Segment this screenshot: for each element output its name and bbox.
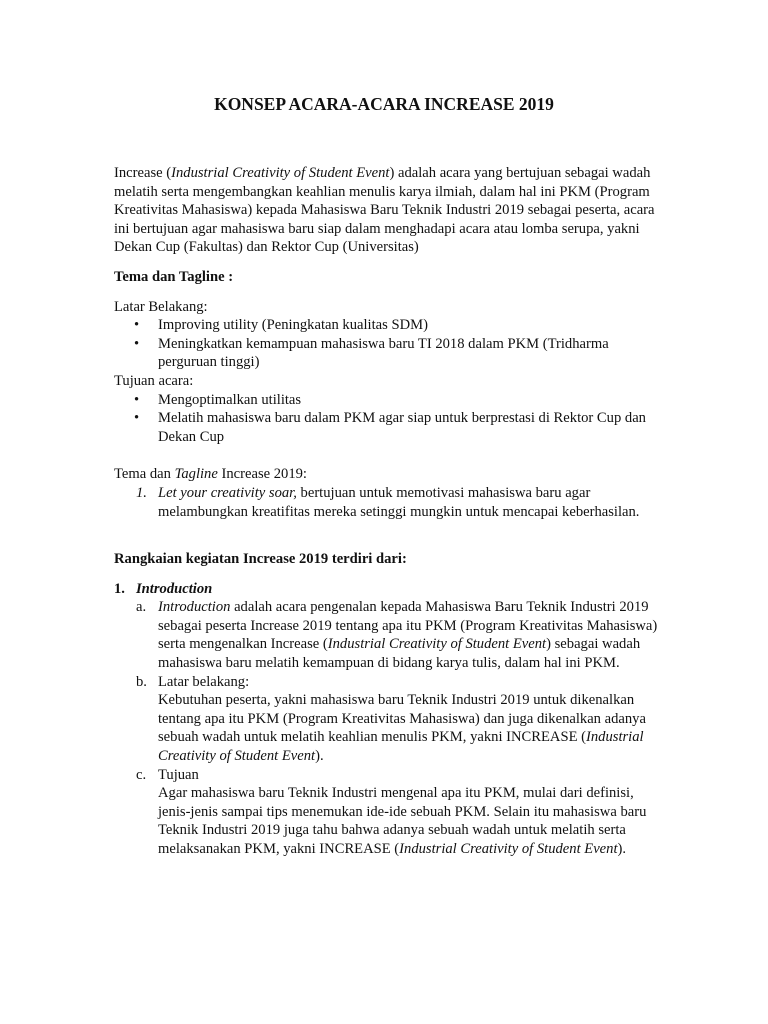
tagline-list [114, 484, 669, 521]
list-item [114, 484, 669, 521]
item-a-text: adalah acara pengenalan kepada Mahasiswa Baru Teknik Industri 2019 sebagai peserta Increase 2019 tentang apa itu PKM (Program Kreativitas Mahasiswa) serta mengenalkan Increase ( [158, 599, 658, 653]
item-a-italic: Industrial Creativity of Student Event [327, 636, 547, 653]
list-item: • Melatih mahasiswa baru dalam PKM agar siap untuk berprestasi di Rektor Cup dan Dekan Cup [114, 409, 669, 446]
item-b-text: Kebutuhan peserta, yakni mahasiswa baru Teknik Industri 2019 untuk dikenalkan tentang apa itu PKM (Program Kreativitas Mahasiswa) dan juga dikenalkan adanya sebuah wadah untuk melatih keahlian menulis PKM, yakni INCREASE ( [158, 692, 646, 746]
tagline-italic: Let your creativity soar, [158, 484, 297, 501]
item-b-text-end: ). [315, 748, 324, 765]
intro-paragraph [114, 164, 669, 257]
list-marker: 1. [136, 484, 147, 501]
tujuan-list [114, 391, 669, 447]
list-item-c [114, 766, 669, 859]
item-a-italic-lead: Introduction [158, 599, 231, 616]
list-item: • Meningkatkan kemampuan mahasiswa baru TI 2018 dalam PKM (Tridharma perguruan tinggi) [114, 335, 669, 372]
list-marker: c. [136, 766, 147, 783]
list-item-a [114, 598, 669, 672]
item-c-text-end: ). [617, 841, 627, 857]
list-item: • Mengoptimalkan utilitas [114, 391, 669, 410]
list-marker: a. [136, 599, 147, 616]
section-title: Introduction [136, 580, 213, 597]
item-b-label: Latar belakang: [158, 673, 250, 690]
tujuan-label: Tujuan acara: [114, 372, 194, 389]
tagline-label-pre: Tema dan [114, 466, 175, 483]
tagline-rest: bertujuan untuk memotivasi mahasiswa baru agar melambungkan kreatifitas mereka setinggi mungkin untuk mencapai keberhasilan. [158, 484, 640, 520]
item-c-text: Agar mahasiswa baru Teknik Industri mengenal apa itu PKM, mulai dari definisi, jenis-jenis sampai tips menemukan ide-ide sebuah PKM. Selain itu mahasiswa baru Teknik Industri 2019 juga tahu bahwa adanya sebuah wadah untuk melatih serta melaksanakan PKM, yakni INCREASE ( [158, 785, 647, 857]
list-marker: b. [136, 673, 147, 690]
section-number: 1. [114, 580, 125, 597]
tagline-label [114, 465, 669, 484]
intro-italic: Industrial Creativity of Student Event [171, 165, 390, 181]
item-b-italic: Industrial Creativity of Student Event [158, 729, 644, 765]
item-c-italic: Industrial Creativity of Student Event [399, 841, 618, 857]
item-a-text-end: ) sebagai wadah mahasiswa baru melatih kemampuan di bidang karya tulis, dalam hal ini PKM. [158, 636, 641, 672]
item-c-label: Tujuan [158, 766, 199, 783]
section-1-heading [114, 580, 669, 599]
latar-list [114, 316, 669, 372]
section-1-list [114, 598, 669, 858]
list-item: • Improving utility (Peningkatan kualitas SDM) [114, 316, 669, 335]
intro-rest: ) adalah acara yang bertujuan sebagai wadah melatih serta mengembangkan keahlian menulis karya ilmiah, dalam hal ini PKM (Program Kreativitas Mahasiswa) kepada Mahasiswa Baru Teknik Industri 2019 sebagai peserta, acara ini bertujuan agar mahasiswa baru siap dalam menghadapi acara atau lomba serupa, yakni Dekan Cup (Fakultas) dan Rektor Cup (Universitas) [114, 165, 655, 256]
latar-label: Latar Belakang: [114, 298, 208, 315]
tema-heading: Tema dan Tagline : [114, 268, 234, 285]
item-c-body [158, 784, 669, 858]
document-body [114, 164, 669, 859]
item-b-body [158, 691, 669, 765]
tagline-label-post: Increase 2019: [217, 466, 307, 483]
document-title: KONSEP ACARA-ACARA INCREASE 2019 [214, 94, 554, 114]
intro-lead: Increase ( [114, 165, 172, 181]
tagline-label-italic: Tagline [174, 466, 218, 483]
list-item-b [114, 673, 669, 766]
rangkaian-heading: Rangkaian kegiatan Increase 2019 terdiri dari: [114, 551, 407, 568]
